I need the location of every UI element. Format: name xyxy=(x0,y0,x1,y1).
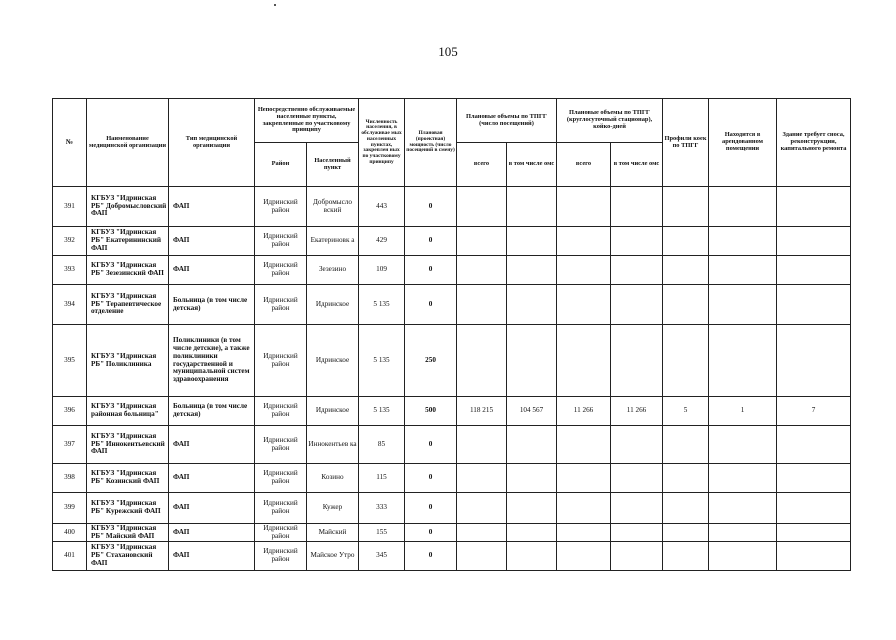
header-settlement: Населенный пункт xyxy=(307,143,359,187)
cell-beds-oms xyxy=(611,285,663,325)
table-row xyxy=(53,493,851,524)
cell-capacity: 0 xyxy=(405,256,457,285)
cell-beds-oms xyxy=(611,256,663,285)
cell-visits-oms xyxy=(507,493,557,524)
cell-repair-flag xyxy=(777,256,851,285)
cell-population: 155 xyxy=(359,524,405,542)
cell-org-type: ФАП xyxy=(169,542,255,571)
cell-beds-oms xyxy=(611,542,663,571)
cell-visits-oms: 104 567 xyxy=(507,397,557,426)
cell-visits-total xyxy=(457,464,507,493)
cell-capacity: 0 xyxy=(405,464,457,493)
cell-visits-total xyxy=(457,542,507,571)
cell-capacity: 0 xyxy=(405,187,457,227)
header-served: Непосредственно обслуживаемые населенные пункты, закрепленные по участковому принципу xyxy=(255,99,359,143)
cell-visits-total xyxy=(457,426,507,464)
cell-rented-flag xyxy=(709,524,777,542)
cell-visits-total xyxy=(457,524,507,542)
cell-visits-oms xyxy=(507,325,557,397)
cell-population: 5 135 xyxy=(359,397,405,426)
header-district: Район xyxy=(255,143,307,187)
cell-population: 333 xyxy=(359,493,405,524)
header-rented: Находится в арендованном помещении xyxy=(709,99,777,187)
header-capacity: Плановая (проектная) мощность (число посещений в смену) xyxy=(405,99,457,187)
cell-population: 5 135 xyxy=(359,325,405,397)
cell-capacity: 0 xyxy=(405,285,457,325)
cell-capacity: 250 xyxy=(405,325,457,397)
cell-beds-oms xyxy=(611,187,663,227)
cell-population: 115 xyxy=(359,464,405,493)
cell-visits-total xyxy=(457,187,507,227)
cell-settlement: Кужер xyxy=(307,493,359,524)
cell-rented-flag xyxy=(709,285,777,325)
cell-org-name: КГБУЗ "Идринская РБ" Стахановский ФАП xyxy=(87,542,169,571)
cell-population: 443 xyxy=(359,187,405,227)
cell-district: Идринский район xyxy=(255,227,307,256)
cell-visits-total xyxy=(457,256,507,285)
table-row xyxy=(53,524,851,542)
cell-capacity: 0 xyxy=(405,493,457,524)
cell-row-num: 395 xyxy=(53,325,87,397)
cell-settlement: Майский xyxy=(307,524,359,542)
table-header xyxy=(53,99,851,187)
cell-visits-total: 118 215 xyxy=(457,397,507,426)
cell-beds-oms xyxy=(611,464,663,493)
cell-beds-total xyxy=(557,325,611,397)
cell-org-name: КГБУЗ "Идринская РБ" Екатерининский ФАП xyxy=(87,227,169,256)
table-row xyxy=(53,426,851,464)
table-row xyxy=(53,285,851,325)
table-row xyxy=(53,464,851,493)
cell-bed-profile xyxy=(663,325,709,397)
cell-visits-oms xyxy=(507,542,557,571)
cell-org-name: КГБУЗ "Идринская РБ" Иннокентьевский ФАП xyxy=(87,426,169,464)
cell-bed-profile xyxy=(663,464,709,493)
table-row xyxy=(53,256,851,285)
cell-org-type: Больница (в том числе детская) xyxy=(169,285,255,325)
cell-beds-oms xyxy=(611,227,663,256)
cell-bed-profile xyxy=(663,227,709,256)
cell-repair-flag xyxy=(777,524,851,542)
cell-district: Идринский район xyxy=(255,397,307,426)
cell-bed-profile xyxy=(663,256,709,285)
cell-row-num: 399 xyxy=(53,493,87,524)
cell-visits-oms xyxy=(507,464,557,493)
cell-row-num: 396 xyxy=(53,397,87,426)
cell-org-type: ФАП xyxy=(169,256,255,285)
cell-beds-oms xyxy=(611,524,663,542)
cell-repair-flag xyxy=(777,464,851,493)
cell-settlement: Екатериновк а xyxy=(307,227,359,256)
cell-rented-flag xyxy=(709,493,777,524)
cell-rented-flag xyxy=(709,187,777,227)
header-population: Численность населения, в обслуживае мых населенных пунктах, закреплен ных по участковому принципу xyxy=(359,99,405,187)
cell-settlement: Идринское xyxy=(307,397,359,426)
header-profile: Профили коек по ТПГГ xyxy=(663,99,709,187)
header-name: Наименование медицинской организации xyxy=(87,99,169,187)
cell-repair-flag xyxy=(777,426,851,464)
cell-org-type: ФАП xyxy=(169,464,255,493)
header-beddays: Плановые объемы по ТПГГ (круглосуточный стационар), койко-дней xyxy=(557,99,663,143)
cell-district: Идринский район xyxy=(255,426,307,464)
cell-row-num: 397 xyxy=(53,426,87,464)
cell-settlement: Добромысло вский xyxy=(307,187,359,227)
cell-district: Идринский район xyxy=(255,187,307,227)
header-repair: Здание требует сноса, реконструкции, капитального ремонта xyxy=(777,99,851,187)
cell-beds-total xyxy=(557,187,611,227)
cell-beds-total xyxy=(557,227,611,256)
cell-org-name: КГБУЗ "Идринская РБ" Козинский ФАП xyxy=(87,464,169,493)
cell-repair-flag xyxy=(777,285,851,325)
cell-settlement: Козино xyxy=(307,464,359,493)
cell-beds-oms xyxy=(611,426,663,464)
header-num: № xyxy=(53,99,87,187)
cell-visits-total xyxy=(457,227,507,256)
table-row xyxy=(53,397,851,426)
cell-capacity: 0 xyxy=(405,524,457,542)
cell-rented-flag xyxy=(709,426,777,464)
cell-rented-flag xyxy=(709,464,777,493)
cell-org-name: КГБУЗ "Идринская РБ" Добромысловский ФАП xyxy=(87,187,169,227)
cell-row-num: 392 xyxy=(53,227,87,256)
cell-bed-profile: 5 xyxy=(663,397,709,426)
cell-beds-total xyxy=(557,524,611,542)
cell-visits-oms xyxy=(507,285,557,325)
cell-row-num: 401 xyxy=(53,542,87,571)
cell-repair-flag xyxy=(777,542,851,571)
scan-speck xyxy=(274,4,276,6)
cell-population: 345 xyxy=(359,542,405,571)
cell-settlement: Иннокентьев ка xyxy=(307,426,359,464)
cell-district: Идринский район xyxy=(255,325,307,397)
cell-visits-oms xyxy=(507,187,557,227)
cell-beds-total: 11 266 xyxy=(557,397,611,426)
table-row xyxy=(53,227,851,256)
header-visits-total: всего xyxy=(457,143,507,187)
cell-visits-oms xyxy=(507,256,557,285)
cell-org-name: КГБУЗ "Идринская РБ" Поликлиника xyxy=(87,325,169,397)
medical-organizations-table xyxy=(52,98,851,571)
cell-org-name: КГБУЗ "Идринская РБ" Курежский ФАП xyxy=(87,493,169,524)
cell-org-name: КГБУЗ "Идринская РБ" Терапевтическое отделение xyxy=(87,285,169,325)
cell-district: Идринский район xyxy=(255,542,307,571)
cell-repair-flag xyxy=(777,227,851,256)
cell-beds-total xyxy=(557,493,611,524)
cell-district: Идринский район xyxy=(255,524,307,542)
cell-beds-oms xyxy=(611,325,663,397)
cell-visits-total xyxy=(457,493,507,524)
table-body xyxy=(53,187,851,571)
cell-repair-flag xyxy=(777,325,851,397)
cell-org-name: КГБУЗ "Идринская районная больница" xyxy=(87,397,169,426)
cell-row-num: 400 xyxy=(53,524,87,542)
table-row xyxy=(53,187,851,227)
cell-settlement: Майское Утро xyxy=(307,542,359,571)
table-row xyxy=(53,325,851,397)
cell-rented-flag xyxy=(709,256,777,285)
cell-beds-oms xyxy=(611,493,663,524)
cell-org-name: КГБУЗ "Идринская РБ" Майский ФАП xyxy=(87,524,169,542)
cell-org-type: ФАП xyxy=(169,227,255,256)
header-type: Тип медицинской организации xyxy=(169,99,255,187)
cell-settlement: Идринское xyxy=(307,285,359,325)
cell-district: Идринский район xyxy=(255,493,307,524)
cell-beds-oms: 11 266 xyxy=(611,397,663,426)
header-visits-oms: в том числе омс xyxy=(507,143,557,187)
cell-row-num: 393 xyxy=(53,256,87,285)
cell-population: 109 xyxy=(359,256,405,285)
cell-beds-total xyxy=(557,542,611,571)
cell-district: Идринский район xyxy=(255,256,307,285)
cell-beds-total xyxy=(557,256,611,285)
cell-settlement: Идринское xyxy=(307,325,359,397)
cell-org-type: ФАП xyxy=(169,426,255,464)
cell-bed-profile xyxy=(663,493,709,524)
cell-visits-oms xyxy=(507,524,557,542)
cell-visits-oms xyxy=(507,227,557,256)
cell-bed-profile xyxy=(663,524,709,542)
cell-beds-total xyxy=(557,426,611,464)
header-visits: Плановые объемы по ТПГГ (число посещений) xyxy=(457,99,557,143)
cell-org-name: КГБУЗ "Идринская РБ" Зезезинский ФАП xyxy=(87,256,169,285)
cell-org-type: Поликлиники (в том числе детские), а также поликлиники государственной и муниципальной систем здравоохранения xyxy=(169,325,255,397)
cell-capacity: 0 xyxy=(405,542,457,571)
cell-org-type: Больница (в том числе детская) xyxy=(169,397,255,426)
cell-bed-profile xyxy=(663,542,709,571)
table-row xyxy=(53,542,851,571)
cell-visits-total xyxy=(457,325,507,397)
cell-settlement: Зезезино xyxy=(307,256,359,285)
cell-org-type: ФАП xyxy=(169,187,255,227)
cell-district: Идринский район xyxy=(255,464,307,493)
cell-population: 429 xyxy=(359,227,405,256)
cell-visits-total xyxy=(457,285,507,325)
cell-rented-flag: 1 xyxy=(709,397,777,426)
header-beddays-total: всего xyxy=(557,143,611,187)
cell-bed-profile xyxy=(663,426,709,464)
cell-beds-total xyxy=(557,464,611,493)
cell-population: 85 xyxy=(359,426,405,464)
cell-capacity: 0 xyxy=(405,426,457,464)
cell-repair-flag xyxy=(777,493,851,524)
page-number: 105 xyxy=(438,44,458,59)
cell-org-type: ФАП xyxy=(169,524,255,542)
cell-row-num: 391 xyxy=(53,187,87,227)
cell-rented-flag xyxy=(709,542,777,571)
cell-capacity: 0 xyxy=(405,227,457,256)
cell-bed-profile xyxy=(663,187,709,227)
header-beddays-oms: в том числе омс xyxy=(611,143,663,187)
cell-rented-flag xyxy=(709,325,777,397)
cell-bed-profile xyxy=(663,285,709,325)
cell-population: 5 135 xyxy=(359,285,405,325)
cell-beds-total xyxy=(557,285,611,325)
cell-row-num: 394 xyxy=(53,285,87,325)
cell-capacity: 500 xyxy=(405,397,457,426)
cell-visits-oms xyxy=(507,426,557,464)
cell-repair-flag xyxy=(777,187,851,227)
cell-district: Идринский район xyxy=(255,285,307,325)
cell-org-type: ФАП xyxy=(169,493,255,524)
cell-row-num: 398 xyxy=(53,464,87,493)
cell-repair-flag: 7 xyxy=(777,397,851,426)
cell-rented-flag xyxy=(709,227,777,256)
